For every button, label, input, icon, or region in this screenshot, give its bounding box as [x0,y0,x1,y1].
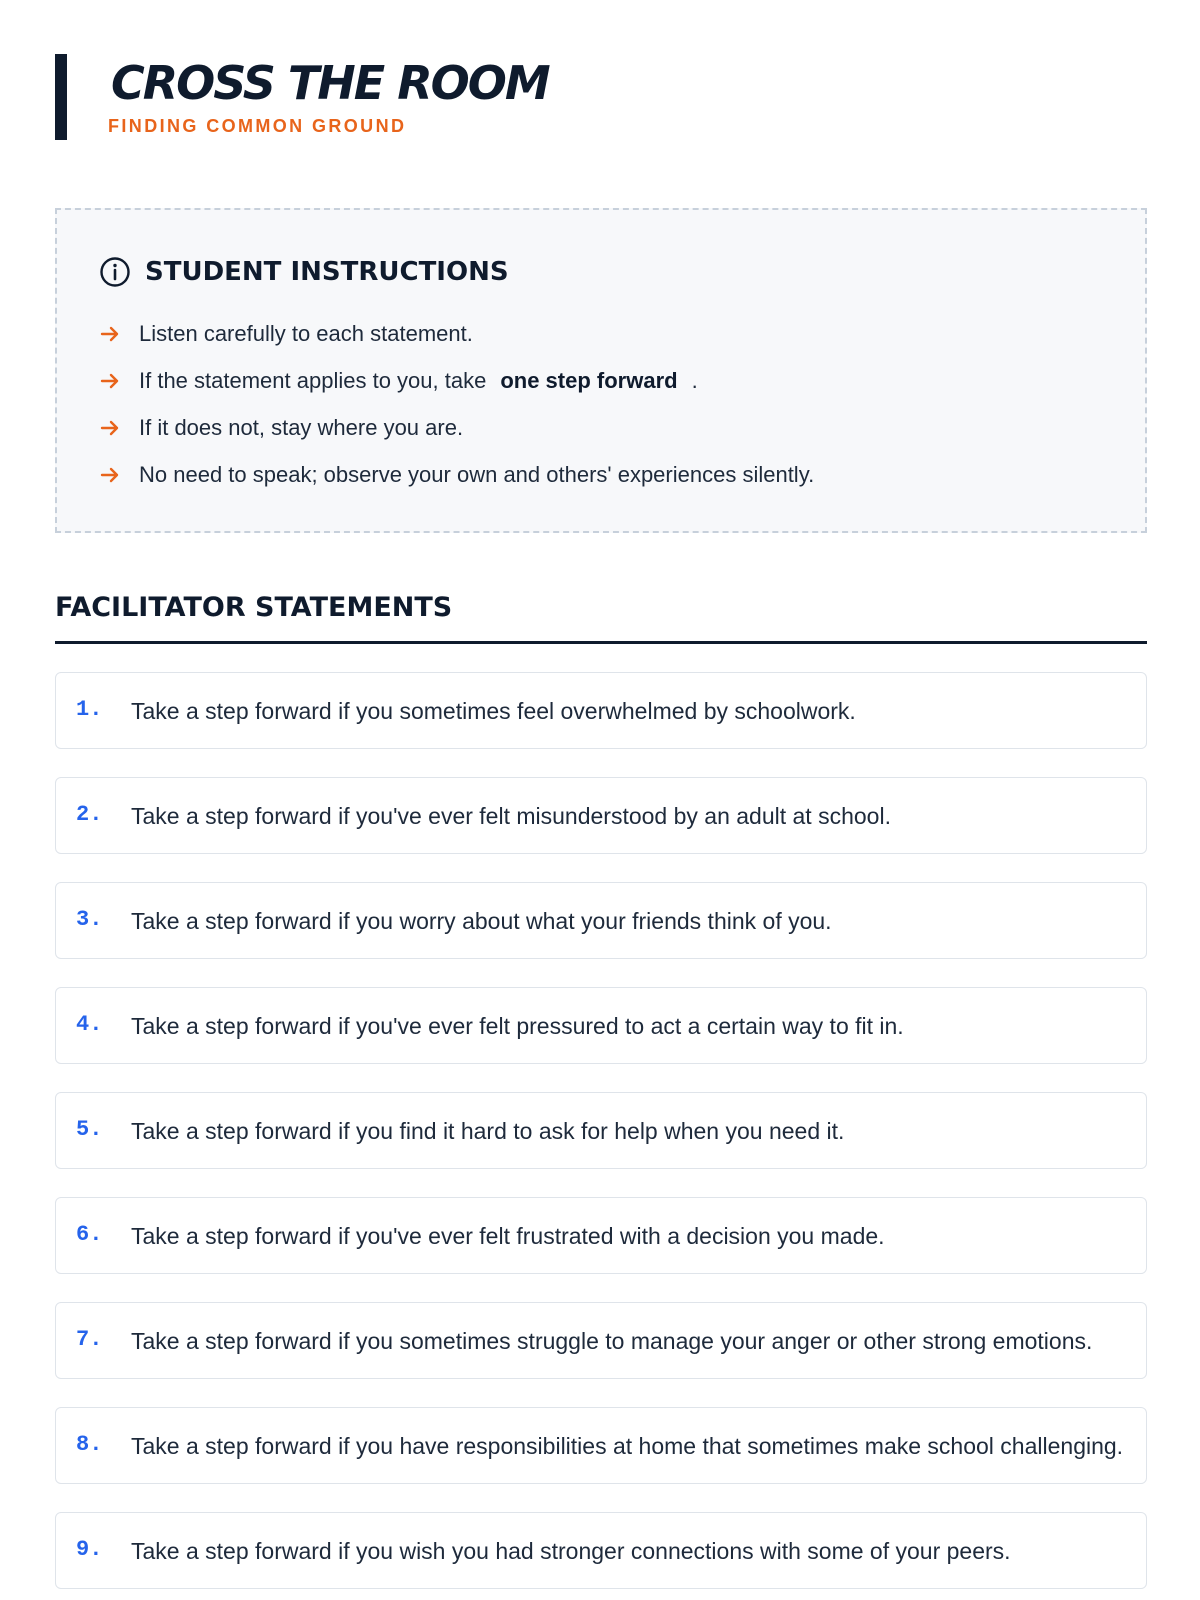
statement-number: 3. [76,907,103,932]
instruction-item [99,404,1103,451]
info-icon [99,256,131,288]
statement-card [55,987,1147,1064]
instruction-item [99,357,1103,404]
statement-number: 2. [76,802,103,827]
statement-number: 6. [76,1222,103,1247]
page-title: CROSS THE ROOM [111,56,549,110]
statement-card [55,1302,1147,1379]
arrow-right-icon [99,417,121,439]
statement-text: Take a step forward if you've ever felt pressured to act a certain way to fit in. [131,1013,904,1039]
statement-card [55,1512,1147,1589]
statement-number: 4. [76,1012,103,1037]
facilitator-heading [55,592,1147,644]
statement-card [55,1407,1147,1484]
arrow-right-icon [99,464,121,486]
statement-card [55,882,1147,959]
statement-text: Take a step forward if you worry about what your friends think of you. [131,908,832,934]
statement-number: 5. [76,1117,103,1142]
statements-list [55,672,1147,1600]
statement-number: 1. [76,697,103,722]
instruction-text-end: . [691,367,698,393]
instruction-text: If the statement applies to you, take [139,367,487,393]
instruction-text: If it does not, stay where you are. [139,414,464,440]
instructions-title: STUDENT INSTRUCTIONS [145,257,509,287]
statement-card [55,777,1147,854]
instructions-heading [99,254,1103,290]
statement-card [55,1092,1147,1169]
page-subtitle: FINDING COMMON GROUND [108,116,407,136]
arrow-right-icon [99,370,121,392]
statement-number: 9. [76,1537,103,1562]
statement-text: Take a step forward if you wish you had stronger connections with some of your peers. [131,1538,1011,1564]
instruction-item [99,451,1103,498]
instruction-item [99,310,1103,357]
instruction-emphasis: one step forward [500,367,678,393]
arrow-right-icon [99,323,121,345]
statement-text: Take a step forward if you have responsibilities at home that sometimes make school challenging. [131,1433,1124,1459]
facilitator-title: FACILITATOR STATEMENTS [55,592,453,623]
instruction-text: Listen carefully to each statement. [139,320,473,346]
statement-text: Take a step forward if you've ever felt frustrated with a decision you made. [131,1223,885,1249]
statement-card [55,1197,1147,1274]
instructions-list [99,310,1103,498]
page-header [55,54,655,140]
statement-number: 8. [76,1432,103,1457]
header-accent-bar [55,54,67,140]
statement-number: 7. [76,1327,103,1352]
statement-card [55,672,1147,749]
statement-text: Take a step forward if you sometimes feel overwhelmed by schoolwork. [131,698,856,724]
statement-text: Take a step forward if you find it hard to ask for help when you need it. [131,1118,845,1144]
instruction-text: No need to speak; observe your own and others' experiences silently. [139,461,815,487]
student-instructions-box [55,208,1147,533]
statement-text: Take a step forward if you've ever felt misunderstood by an adult at school. [131,803,891,829]
statement-text: Take a step forward if you sometimes struggle to manage your anger or other strong emotions. [131,1328,1093,1354]
